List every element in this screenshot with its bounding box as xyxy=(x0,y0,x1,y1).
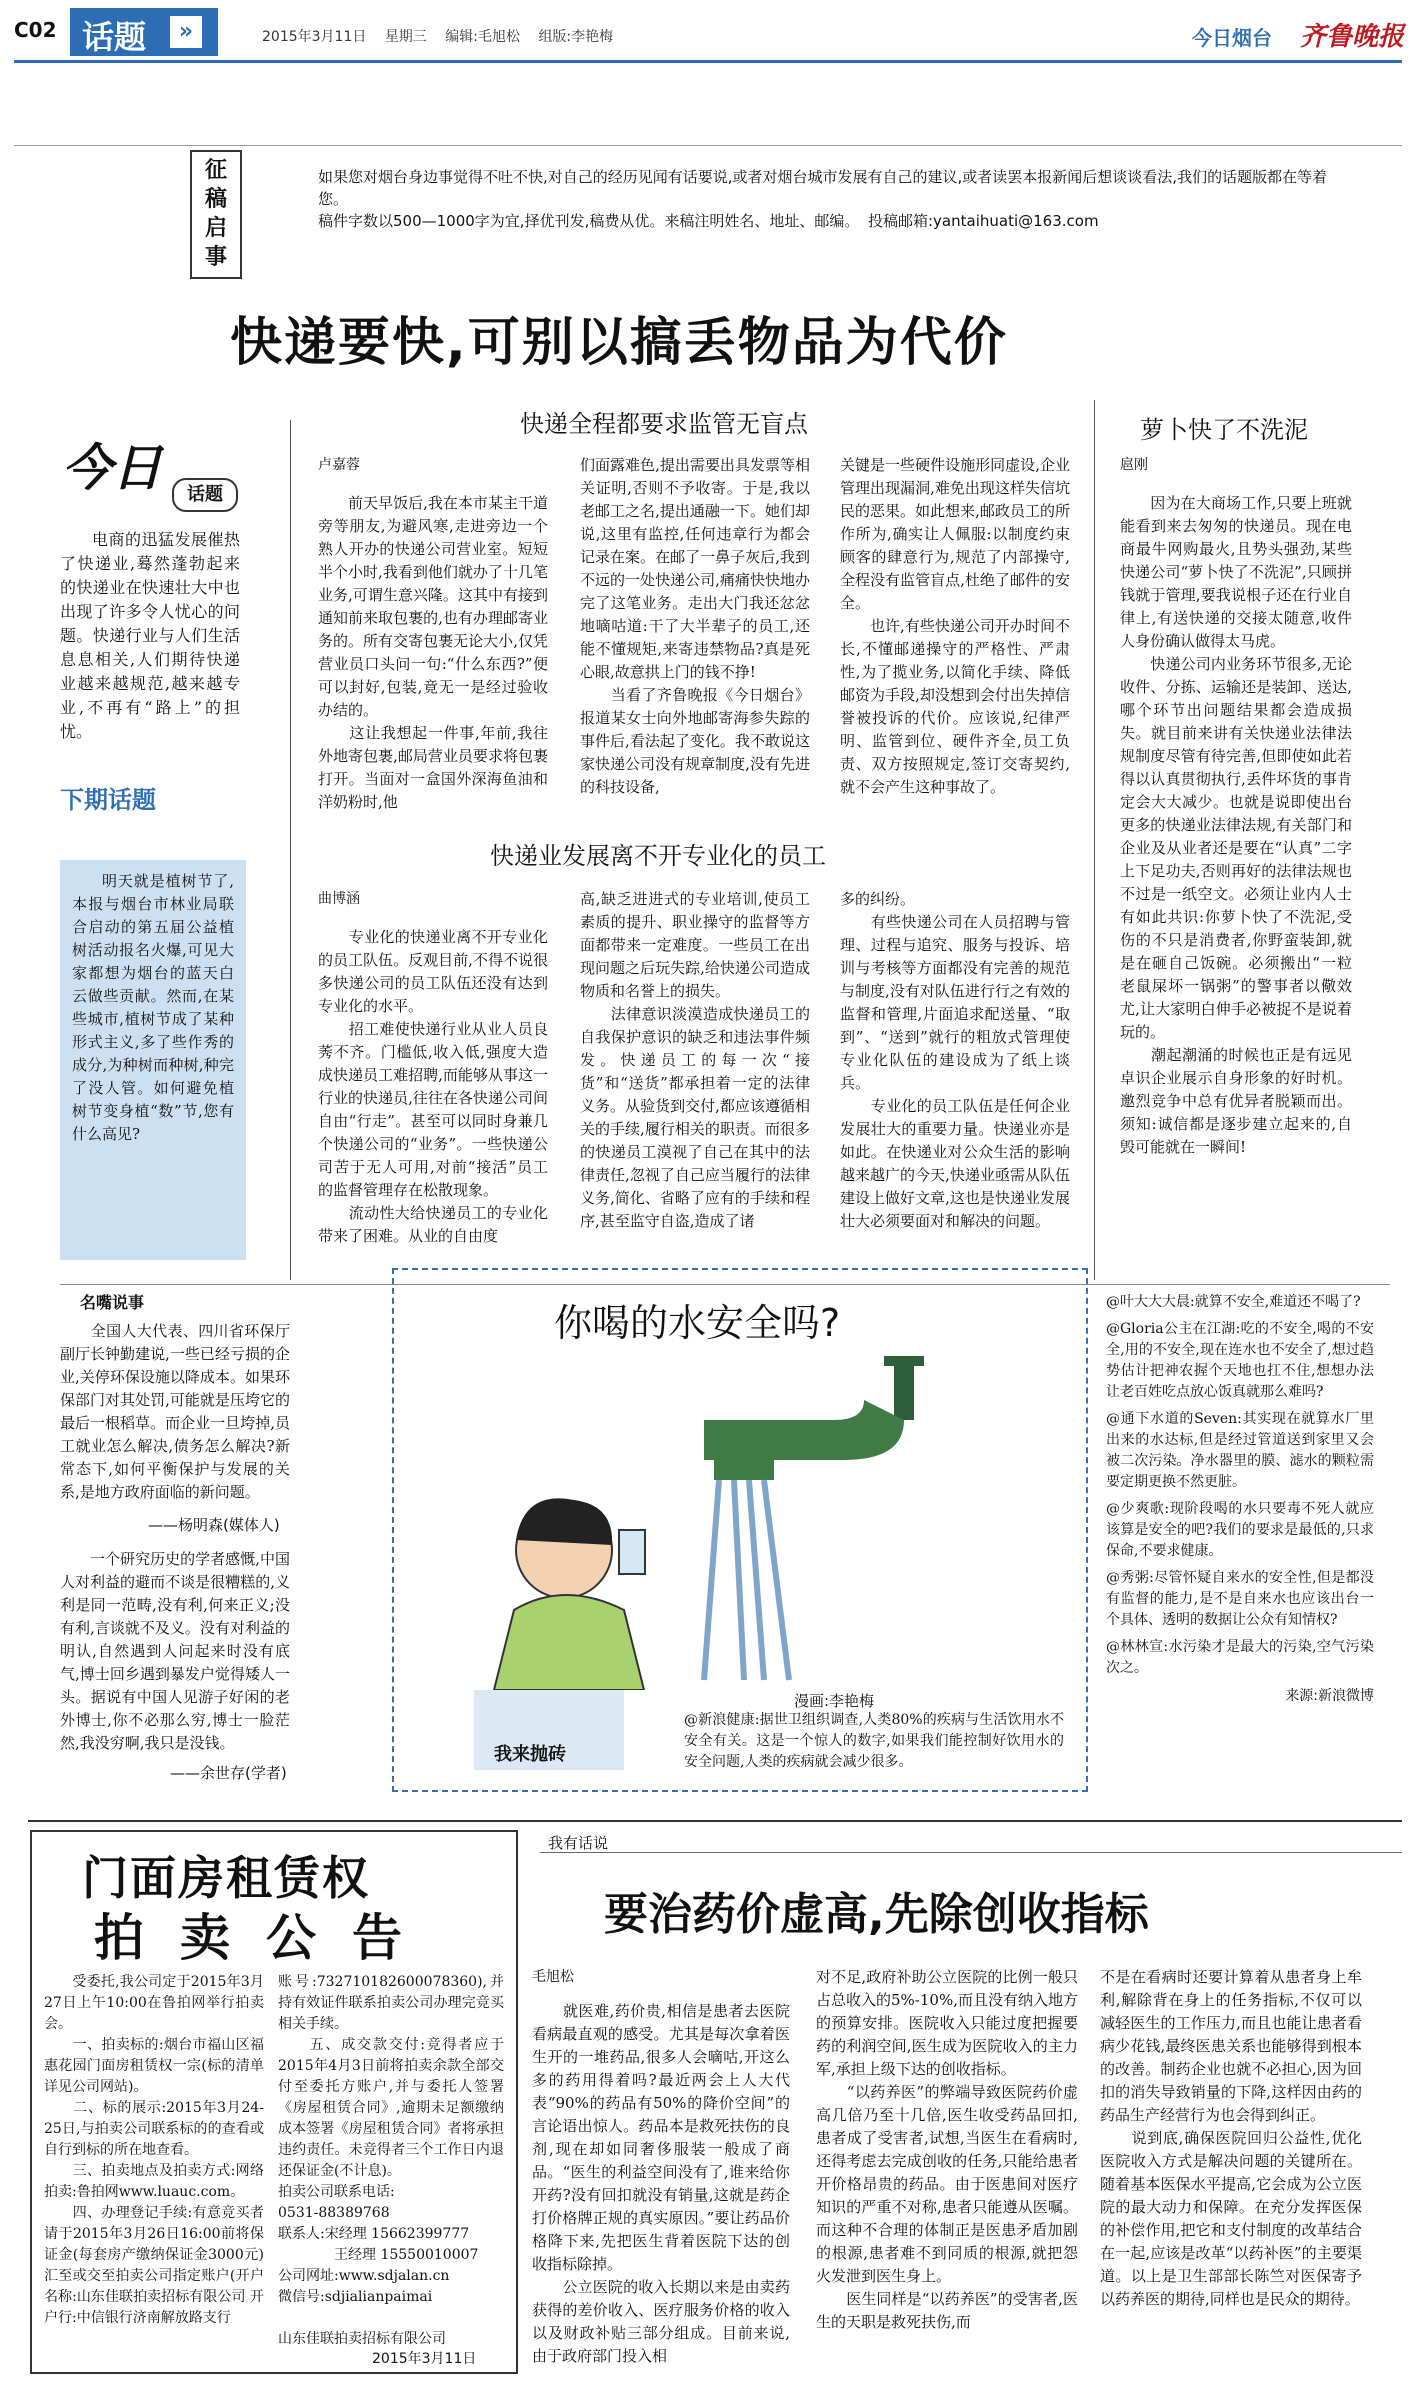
article1-col1: 前天早饭后,我在本市某主干道旁等朋友,为避风寒,走进旁边一个熟人开办的快递公司营业室。短短半个小时,我看到他们就办了十几笔业务,可谓生意兴隆。这其中有接到通知前来取包裹的,也有办理邮寄业务的。所有交寄包裹无论大小,仅凭营业员口头问一句:“什么东西?”便可以封好,包装,竟无一是经过验收办结的。 这让我想起一件事,年前,我往外地寄包裹,邮局营业员要求将包裹打开。当面对一盒国外深海鱼油和洋奶粉时,他 xyxy=(318,494,548,811)
article1-col3: 关键是一些硬件设施形同虚设,企业管理出现漏洞,难免出现这样失信坑民的恶果。如此想来,邮政员工的所作所为,确实让人佩服:以制度约束顾客的肆意行为,规范了内部操守,全程没有监管盲点,杜绝了邮件的安全。 也许,有些快递公司开办时间不长,不懂邮递操守的严格性、严肃性,为了揽业务,以简化手续、降低邮资为手段,却没想到会付出失掉信誉被投诉的代价。应该说,纪律严明、监管到位、硬件齐全,员工负责、双方按照规定,签订交寄契约,就不会产生这种事故了。 xyxy=(840,456,1070,796)
today-text: 电商的迅猛发展催热了快递业,蓦然蓬勃起来的快递业在快速壮大中也出现了许多令人忧心的问题。快递行业与人们生活息息相关,人们期待快递业越来越规范,越来越专业,不再有“路上”的担忧。 xyxy=(60,530,240,741)
ad-title-2: 拍卖公告 xyxy=(94,1909,438,1967)
radish-text: 因为在大商场工作,只要上班就能看到来去匆匆的快递员。现在电商最牛网购最火,且势头强劲,某些快递公司“萝卜快了不洗泥”,只顾拼钱就于管理,要我说根子还在行业自律上,有送快递的交接太随意,收件人身份确认做得太马虎。 快递公司内业务环节很多,无论收件、分拣、运输还是装卸、送达,哪个环节出问题结果都会造成损失。就目前来讲有关快递业法律法规制度尽管有待完善,但即使如此若得以认真贯彻执行,丢件坏货的事肯定会大大减少。也就是说即使出台更多的快递业法律法规,有关部门和企业及从业者还是要在“认真”二字上下足功夫,否则再好的法律法规也不过是一纸空文。必须让业内人士有如此共识:你萝卜快了不洗泥,受伤的不只是消费者,你野蛮装卸,就是在砸自己饭碗。必须搬出“一粒老鼠屎坏一锅粥”的警事者以儆效尤,让大家明白伸手必被捉不是说着玩的。 潮起潮涌的时候也正是有远见卓识企业展示自身形象的好时机。邀烈竞争中总有优异者脱颖而出。须知:诚信都是逐步建立起来的,自毁可能就在一瞬间! xyxy=(1120,494,1352,1156)
famous-source-1: ——杨明森(媒体人) xyxy=(148,1516,280,1534)
article1-title: 快递全程都要求监管无盲点 xyxy=(520,410,808,438)
water-comment: @林林宣:水污染才是最大的污染,空气污染次之。 xyxy=(1106,1639,1374,1676)
main-headline: 快递要快,可别以搞丢物品为代价 xyxy=(230,313,1008,373)
next-text: 明天就是植树节了,本报与烟台市林业局联合启动的第五届公益植树活动报名火爆,可见大家都想为烟台的蓝天白云做些贡献。然而,在某些城市,植树节成了某种形式主义,多了些作秀的成分,为种树而种树,种完了没人管。如何避免植树节变身植“数”节,您有什么高见? xyxy=(72,872,234,1143)
water-comments xyxy=(1106,1292,1374,1705)
radish-title: 萝卜快了不洗泥 xyxy=(1140,416,1308,444)
header-weekday: 星期三 xyxy=(384,29,427,45)
section-title: 话题 xyxy=(82,18,147,56)
next-title: 下期话题 xyxy=(60,786,156,814)
today-brand: 今日 xyxy=(62,438,162,497)
paper-logo: 齐鲁晚报 xyxy=(1300,22,1405,52)
famous-p2: 一个研究历史的学者感慨,中国人对利益的避而不谈是很糟糕的,义利是同一范畴,没有利,何来正义;没有利,言谈就不及义。没有对利益的明认,自然遇到人问起来时没有底气,博士回乡遇到暴发户觉得矮人一头。据说有中国人见游子好闲的老外博士,你不必那么穷,博士一脸茫然,我没穷啊,我只是没钱。 xyxy=(60,1550,290,1752)
water-source: 来源:新浪微博 xyxy=(1285,1688,1374,1704)
divider-right xyxy=(1094,400,1095,1280)
article1-col2: 们面露难色,提出需要出具发票等相关证明,否则不予收寄。于是,我以老邮工之名,提出通融一下。她们却说,这里有监控,任何违章行为都会记录在案。在邮了一鼻子灰后,我到不远的一处快递公司,痛痛快快地办完了这笔业务。走出大门我还忿忿地嘀咕道:干了大半辈子的员工,还能不懂规矩,来寄违禁物品?真是死心眼,故意拱上门的钱不挣! 当看了齐鲁晚报《今日烟台》报道某女士向外地邮寄海参失踪的事件后,看法起了变化。我不敢说这家快递公司没有规章制度,没有先进的科技设备, xyxy=(580,456,810,796)
person-icon xyxy=(494,1498,645,1690)
ad-col1: 受委托,我公司定于2015年3月27日上午10:00在鲁拍网举行拍卖会。 一、拍卖标的:烟台市福山区福惠花园门面房租赁权一宗(标的清单详见公司网站)。 二、标的展示:2015年3月24-25日,与拍卖公司联系标的的查看或自行到标的所在地查看。 三、拍卖地点及拍卖方式:网络拍卖:鲁拍网www.luauc.com。 四、办理登记手续:有意竞买者请于2015年3月26日16:00前将保证金(每套房产缴纳保证金3000元)汇至或交至拍卖公司指定账户(开户名称:山东佳联拍卖招标有限公司 开户行:中信银行济南解放路支行 xyxy=(44,1974,264,2326)
section-badge xyxy=(70,8,218,56)
header-editor: 编辑:毛旭松 xyxy=(445,29,520,45)
header-rule xyxy=(14,60,1402,63)
drug-col3: 不是在看病时还要计算着从患者身上牟利,解除背在身上的任务指标,不仅可以减轻医生的工作压力,而且也能让患者看病少花钱,最终医患关系也能够得到根本的改善。制药企业也就不必担心,因为回扣的消失导致销量的下降,这样因由药的药品生产经营行为也会得到纠正。 说到底,确保医院回归公益性,优化医院收入方式是解决问题的关键所在。随着基本医保水平提高,它会成为公立医院的最大动力和保障。在充分发挥医保的补偿作用,把它和支付制度的改革结合在一起,应该是改革“以药补医”的主要渠道。以上是卫生部部长陈竺对医保寄予以药养医的期待,同样也是民众的期待。 xyxy=(1100,1968,1362,2308)
famous-p1: 全国人大代表、四川省环保厅副厅长钟勤建说,一些已经亏损的企业,关停环保设施以降成本。如果环保部门对其处罚,可能就是压垮它的最后一根稻草。而企业一旦垮掉,员工就业怎么解决,债务怎么解决?新常态下,如何平衡保护与发展的关系,是地方政府面临的新问题。 xyxy=(60,1322,290,1501)
radish-author: 扈刚 xyxy=(1120,457,1148,473)
cartoon-illustration xyxy=(454,1350,974,1690)
drug-tag: 我有话说 xyxy=(548,1834,609,1852)
header-meta xyxy=(262,26,613,46)
header-date: 2015年3月11日 xyxy=(262,29,367,45)
water-panel xyxy=(392,1268,1088,1792)
article2-author: 曲博涵 xyxy=(318,891,360,907)
header-right-label: 今日烟台 xyxy=(1192,26,1272,50)
ad-col2: 账号:7327101826000783​60),并持有效证件联系拍卖公司办理完竞买相关手续。 五、成交款交付:竞得者应于2015年4月3日前将拍卖余款全部交付至委托方账户,并与委托人签署《房屋租赁合同》,逾期未足额缴纳成本签署《房屋租赁合同》者将承担违约责任。未竞得者三个工作日内退还保证金(不计息)。 拍卖公司联系电话: 0531-88389768 联系人:宋经理 15662399777 王经理 15550010007 公司网址:www.sdjalan.cn 微信号:sdjialianpaimai xyxy=(278,1974,504,2305)
water-artist: 漫画:李艳梅 xyxy=(794,1692,875,1710)
next-box xyxy=(60,860,246,1260)
double-chevron-icon: » xyxy=(170,16,202,48)
water-title: 你喝的水安全吗? xyxy=(554,1301,841,1345)
ad-company: 山东佳联拍卖招标有限公司 xyxy=(278,2331,446,2347)
drug-author: 毛旭松 xyxy=(532,1969,574,1985)
ad-title-1: 门面房租赁权 xyxy=(82,1851,370,1905)
water-comment: @通下水道的Seven:其实现在就算水厂里出来的水达标,但是经过管道送到家里又会被二次污染。净水器里的膜、滤水的颗粒需要定期更换不然更脏。 xyxy=(1106,1411,1374,1490)
water-comment-1: @新浪健康:据世卫组织调查,人类80%的疾病与生活饮用水不安全有关。这是一个惊人的数字,如果我们能控制好饮用水的安全问题,人类的疾病就会减少很多。 xyxy=(684,1712,1064,1770)
ad-date: 2015年3月11日 xyxy=(372,2351,477,2367)
drug-tag-rule xyxy=(540,1852,1402,1853)
auction-ad xyxy=(30,1830,518,2374)
water-comment: @叶大大大晨:就算不安全,难道还不喝了? xyxy=(1106,1294,1361,1310)
water-comment: @秀粥:尽管怀疑自来水的安全性,但是都没有监督的能力,是不是自来水也应该出台一个具体、透明的数据让公众有知情权? xyxy=(1106,1570,1374,1628)
article2-col1: 专业化的快递业离不开专业化的员工队伍。反观目前,不得不说很多快递公司的员工队伍还没有达到专业化的水平。 招工难使快递行业从业人员良莠不齐。门槛低,收入低,强度大造成快递员工难招聘,而能够从事这一行业的快递员,往往在各快递公司间自由“行走”。甚至可以同时身兼几个快递公司的“业务”。一些快递公司苦于无人可用,对前“接活”员工的监督管理存在松散现象。 流动性大给快递员工的专业化带来了困难。从业的自由度 xyxy=(318,928,548,1245)
lower-rule xyxy=(28,1820,1402,1822)
header-layout-editor: 组版:李艳梅 xyxy=(538,29,614,45)
article1-author: 卢嘉蓉 xyxy=(318,457,360,473)
article2-title: 快递业发展离不开专业化的员工 xyxy=(490,842,826,870)
famous-tag: 名嘴说事 xyxy=(80,1293,145,1312)
faucet-icon xyxy=(704,1356,924,1680)
drug-col1: 就医难,药价贵,相信是患者去医院看病最直观的感受。尤其是每次拿着医生开的一堆药品,很多人会嘀咕,开这么多的药用得着吗?最近两会上人大代表“90%的药品有50%的降价空间”的言论语出惊人。药品本是救死扶伤的良剂,现在却如同奢侈服装一般成了商品。“医生的利益空间没有了,谁来给你开药?没有回扣就没有销量,这就是药企打价格牌正规的真实原因。”要让药品价格降下来,先把医生背着医院下达的创收指标除掉。 公立医院的收入长期以来是由卖药获得的差价收入、医疗服务价格的收入以及财政补贴三部分组成。目前来说,由于政府部门投入相 xyxy=(532,2002,790,2365)
notice-text-2: 稿件字数以500—1000字为宜,择优刊发,稿费从优。来稿注明姓名、地址、邮编。 xyxy=(318,212,860,230)
famous-source-2: ——余世存(学者) xyxy=(170,1764,287,1782)
divider-left xyxy=(290,420,291,1280)
today-tag: 话题 xyxy=(172,478,238,512)
drug-col2: 对不足,政府补助公立医院的比例一般只占总收入的5%-10%,而且没有纳入地方的预算安排。医院收入只能过度把握要药的利润空间,医生成为医院收入的主力军,承担上级下达的创收指标。 “以药养医”的弊端导致医院药价虚高几倍乃至十几倍,医生收受药品回扣,患者成了受害者,试想,当医生在看病时,还得考虑去完成创收的任务,只能给患者开价格昂贵的药品。由于医患间对医疗知识的严重不对称,患者只能遵从医嘱。而这种不合理的体制正是医患矛盾加剧的根源,患者难不到同质的根源,就把怨火发泄到医生身上。 医生同样是“以药养医”的受害者,医生的天职是救死扶伤,而 xyxy=(816,1968,1078,2331)
water-tag: 我来抛砖 xyxy=(494,1744,566,1765)
drug-headline: 要治药价虚高,先除创收指标 xyxy=(604,1889,1149,1940)
water-comment: @Gloria公主在江湖:吃的不安全,喝的不安全,用的不安全,现在连水也不安全了,想过趋势估计把神农握个天地也扛不住,想想办法让老百姓吃点放心饭真就那么难吗? xyxy=(1106,1321,1374,1400)
notice-text: 如果您对烟台身边事觉得不吐不快,对自己的经历见闻有话要说,或者对烟台城市发展有自己的建议,或者读罢本报新闻后想谈谈看法,我们的话题版都在等着您。 xyxy=(318,168,1328,208)
notice-top-rule xyxy=(14,145,1402,146)
page-number: C02 xyxy=(14,18,57,42)
notice-tag-text: 征稿启事 xyxy=(204,158,227,270)
article2-col2: 高,缺乏进进式的专业培训,使员工素质的提升、职业操守的监督等方面都带来一定难度。一些员工在出现问题之后玩失踪,给快递公司造成物质和名誉上的损失。 法律意识淡漠造成快递员工的自我保护意识的缺乏和违法事件频发。快递员工的每一次“接货”和“送货”都承担着一定的法律义务。从验货到交付,都应该遵循相关的手续,履行相关的职责。而很多的快递员工漠视了自己在其中的法律责任,忽视了自己应当履行的法律义务,简化、省略了应有的手续和程序,甚至监守自盗,造成了诸 xyxy=(580,890,810,1230)
article2-col3: 多的纠纷。 有些快递公司在人员招聘与管理、过程与追究、服务与投诉、培训与考核等方面都没有完善的规范与制度,没有对队伍进行行之有效的监督和管理,片面追求配送量、“取到”、“送到”就行的粗放式管理使专业化队伍的建设成为了纸上谈兵。 专业化的员工队伍是任何企业发展壮大的重要力量。快递业亦是如此。在快递业对公众生活的影响越来越广的今天,快递业亟需从队伍建设上做好文章,这也是快递业发展壮大必须要面对和解决的问题。 xyxy=(840,890,1070,1230)
notice-tag xyxy=(190,150,242,279)
notice-email: 投稿邮箱:yantaihuati@163.com xyxy=(868,212,1099,230)
water-comment: @少爽歌:现阶段喝的水只要毒不死人就应该算是安全的吧?我们的要求是最低的,只求保命,不要求健康。 xyxy=(1106,1501,1374,1559)
